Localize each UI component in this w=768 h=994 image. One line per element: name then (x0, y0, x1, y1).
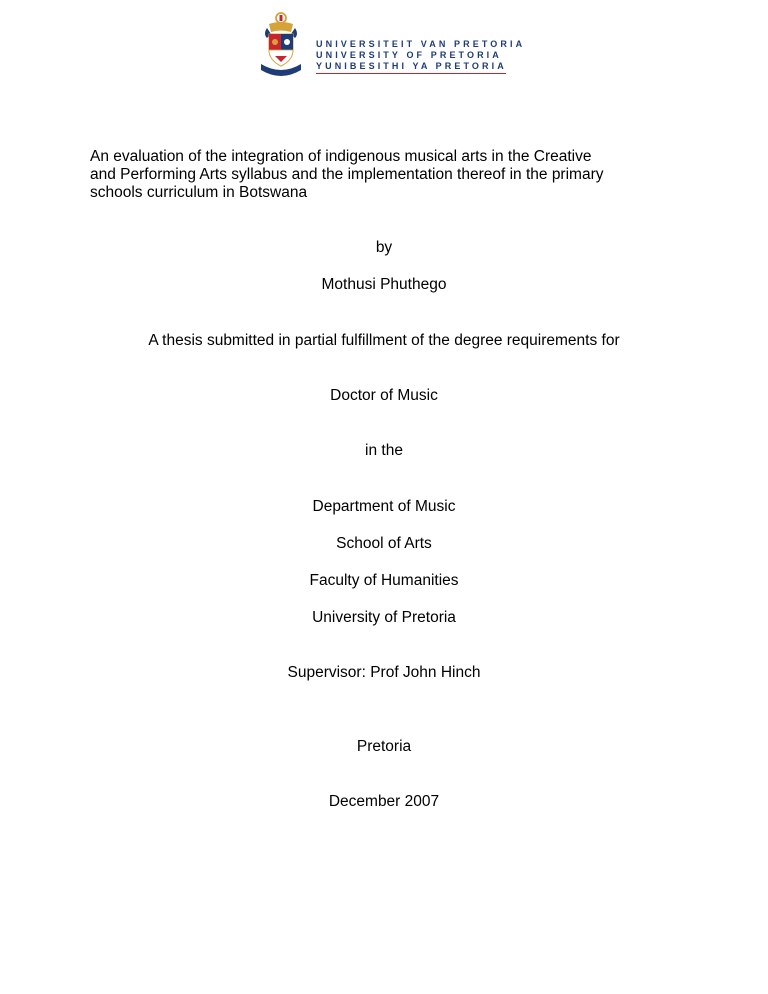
logo-underline (316, 73, 506, 74)
title-line: and Performing Arts syllabus and the implementation thereof in the primary (90, 166, 604, 183)
university-name-block (316, 39, 525, 72)
university-name: University of Pretoria (312, 609, 456, 626)
supervisor-line: Supervisor: Prof John Hinch (287, 664, 481, 681)
by-label: by (375, 239, 393, 256)
department-name: Department of Music (312, 498, 456, 515)
faculty-name: Faculty of Humanities (309, 572, 459, 589)
university-name-english: UNIVERSITY OF PRETORIA (316, 50, 502, 60)
degree-name: Doctor of Music (330, 387, 438, 404)
city-name: Pretoria (356, 738, 412, 755)
university-logo (259, 12, 526, 78)
in-the-label: in the (365, 442, 403, 459)
university-name-afrikaans: UNIVERSITEIT VAN PRETORIA (316, 39, 526, 49)
thesis-title (90, 148, 690, 202)
university-name-sepedi: YUNIBESITHI YA PRETORIA (316, 61, 507, 71)
school-name: School of Arts (336, 535, 432, 552)
submission-date: December 2007 (328, 793, 440, 810)
submission-statement: A thesis submitted in partial fulfillment of the degree requirements for (148, 332, 620, 349)
author-name: Mothusi Phuthego (321, 276, 447, 293)
university-crest-icon (259, 12, 303, 78)
title-line: schools curriculum in Botswana (90, 184, 308, 201)
title-line: An evaluation of the integration of indigenous musical arts in the Creative (90, 148, 592, 165)
